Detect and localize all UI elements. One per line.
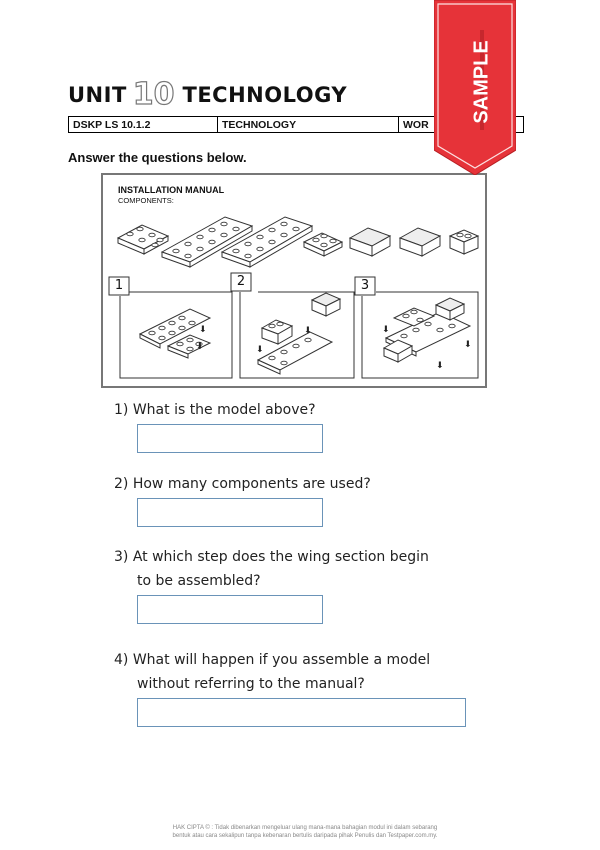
components-label: COMPONENTS:: [118, 196, 174, 205]
slope-brick-a: [350, 228, 390, 256]
question-2-text: How many components are used?: [132, 476, 371, 492]
step-number-1: 1: [114, 278, 124, 293]
question-1-number: 1): [114, 402, 129, 418]
question-2-number: 2): [114, 476, 129, 492]
answer-box-2[interactable]: [137, 498, 323, 527]
question-3-line-1: At which step does the wing section begin: [132, 549, 429, 565]
answer-box-1[interactable]: [137, 424, 323, 453]
svg-text:⬇: ⬇: [464, 340, 472, 350]
svg-text:⬇: ⬇: [196, 342, 204, 352]
answer-box-4[interactable]: [137, 698, 466, 727]
question-4-line-1: What will happen if you assemble a model: [132, 652, 431, 668]
svg-text:⬇: ⬇: [436, 361, 444, 371]
question-1: [114, 402, 316, 418]
unit-number: 10: [132, 77, 175, 112]
question-2: [114, 476, 371, 492]
manual-title: INSTALLATION MANUAL: [118, 185, 225, 195]
instruction-text: Answer the questions below.: [68, 150, 247, 165]
ribbon-label: SAMPLE: [470, 40, 493, 124]
question-4: [114, 652, 430, 668]
sample-ribbon: [434, 0, 516, 175]
answer-box-3[interactable]: [137, 595, 323, 624]
question-1-text: What is the model above?: [132, 402, 316, 418]
svg-text:⬇: ⬇: [256, 345, 264, 355]
brick-2x3-plate: [118, 225, 168, 254]
info-cell-subject: TECHNOLOGY: [218, 117, 399, 133]
question-3-line-2: to be assembled?: [137, 573, 261, 589]
unit-title: TECHNOLOGY: [182, 83, 348, 107]
cube-brick: [450, 230, 478, 254]
svg-text:⬇: ⬇: [304, 326, 312, 336]
question-4-number: 4): [114, 652, 129, 668]
info-cell-dskp: DSKP LS 10.1.2: [69, 117, 218, 133]
step-number-3: 3: [360, 278, 370, 293]
svg-text:⬇: ⬇: [199, 325, 207, 335]
question-4-line-2: without referring to the manual?: [137, 676, 365, 692]
step-number-2: 2: [236, 274, 246, 289]
slope-brick-b: [400, 228, 440, 256]
svg-text:⬇: ⬇: [382, 325, 390, 335]
question-3: [114, 549, 429, 565]
copyright-line-1: HAK CIPTA © : Tidak dibenarkan mengeluar ulang mana-mana bahagian modul ini dalam sebarang: [172, 825, 438, 831]
unit-word: UNIT: [68, 83, 127, 107]
copyright-line-2: bentuk atau cara sekalipun tanpa kebenaran bertulis daripada pihak Penulis dan Testpaper.com.my.: [172, 833, 438, 839]
info-cell-worksheet: WOR: [399, 117, 524, 133]
small-plate: [304, 233, 342, 256]
copyright-notice: [140, 824, 470, 840]
question-3-number: 3): [114, 549, 129, 565]
